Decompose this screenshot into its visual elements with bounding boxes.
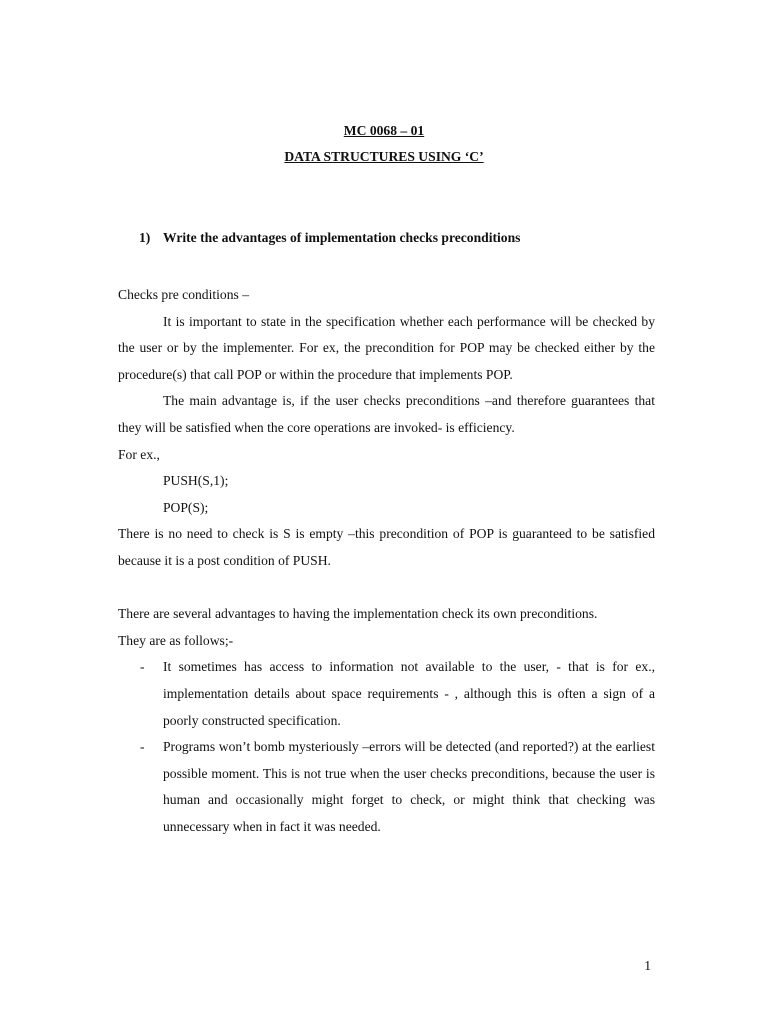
answer-body [118,282,655,840]
list-item [118,734,655,840]
code-line-pop: POP(S); [163,499,209,515]
answer-heading: Checks pre conditions – [118,287,250,302]
answer-paragraph-1: It is important to state in the specification whether each performance will be checked by the user or by the implementer. For ex, the precondition for POP may be checked either by the procedure(s) that call POP or within the procedure that implements POP. [118,313,655,382]
list-item [118,654,655,734]
answer-paragraph-2: The main advantage is, if the user checks preconditions –and therefore guarantees that they will be satisfied when the core operations are invoked- is efficiency. [118,393,655,435]
code-line-push: PUSH(S,1); [163,473,229,489]
paragraph-spacer [118,575,655,602]
answer-paragraph-4-line-1: There are several advantages to having the implementation check its own preconditions. [118,606,598,622]
list-item-text: It sometimes has access to information not available to the user, - that is for ex., implementation details about space requirements - , although this is often a sign of a poorly constructed specification. [163,659,655,728]
example-intro: For ex., [118,446,160,462]
course-code-heading: MC 0068 – 01 [343,123,425,138]
bullet-dash: - [140,739,145,755]
answer-paragraph-4-line-2: They are as follows;- [118,632,234,648]
list-item-text: Programs won’t bomb mysteriously –errors will be detected (and reported?) at the earliest possible moment. This is not true when the user checks preconditions, because the user is human and occasionally might forget to check, or might think that checking was unnecessary when in fact it was needed. [163,739,655,834]
advantages-list [118,654,655,840]
question-number: 1) [139,230,151,245]
course-title-heading: DATA STRUCTURES USING ‘C’ [284,149,484,164]
page-number: 1 [644,958,651,973]
question-text: Write the advantages of implementation checks preconditions [163,230,521,245]
question-heading [139,230,520,246]
bullet-dash: - [140,659,145,675]
answer-paragraph-3: There is no need to check is S is empty –this precondition of POP is guaranteed to be satisfied because it is a post condition of PUSH. [118,526,655,568]
